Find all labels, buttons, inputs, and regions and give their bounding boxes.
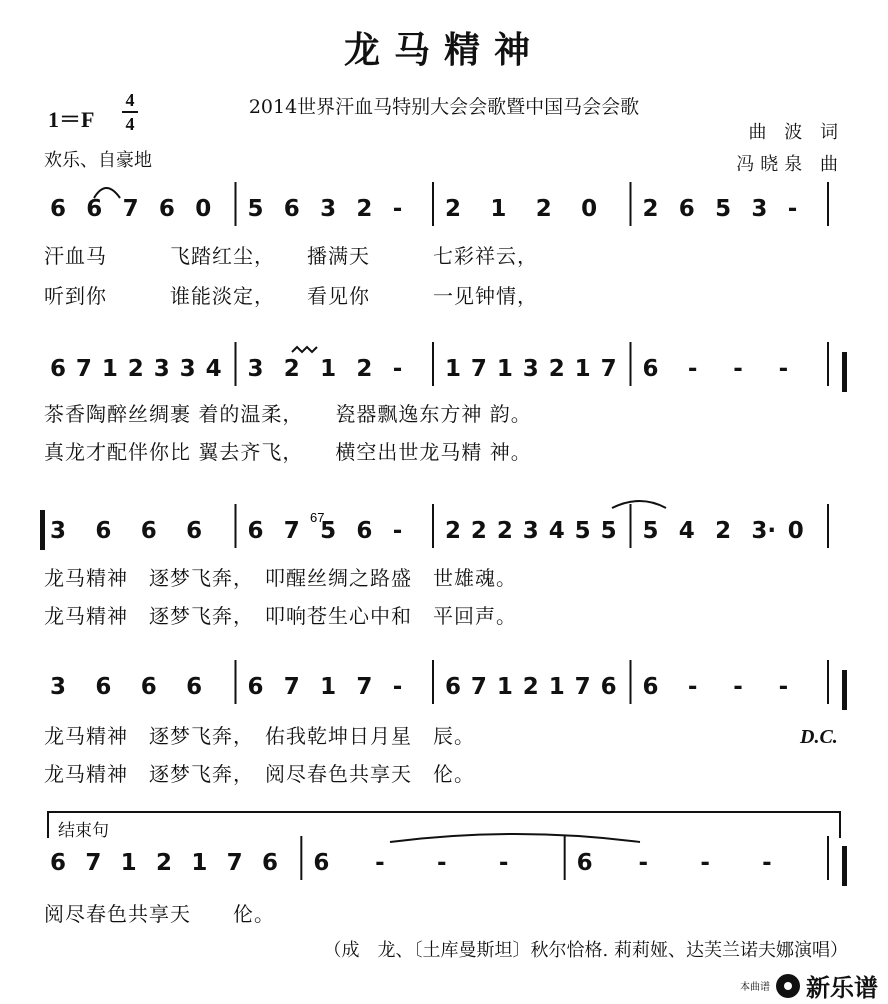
note: 6 [140,518,157,544]
note: 6 [283,196,300,222]
note: 2 [356,196,373,222]
note: 2 [496,518,513,544]
note: 3 [153,356,170,382]
repeat-start-bar [40,510,45,550]
tie-mark [94,188,120,198]
composer-credit: 冯晓泉 曲 [736,154,844,175]
note: 6 [642,674,659,700]
note: 7 [356,674,373,700]
note: 6 [262,850,279,876]
note: 6 [186,674,203,700]
note: - [375,850,385,876]
note: 1 [574,356,591,382]
note: 7 [574,674,591,700]
note: 1 [445,356,462,382]
note: 1 [101,356,118,382]
note: 6 [445,674,462,700]
note: 7 [283,518,300,544]
note: 0 [195,196,212,222]
note: 3 [522,356,539,382]
lyric-line: 龙马精神 逐梦飞奔， 叩醒丝绸之路盛 世雄魂。 [44,566,517,590]
note: 6 [600,674,617,700]
note: 7 [85,850,102,876]
note: 6 [642,356,659,382]
note: 2 [535,196,552,222]
note: 3 [50,518,67,544]
note: 7 [600,356,617,382]
note: 2 [445,518,462,544]
lyricist-credit: 曲 波 词 [748,122,844,143]
note: 0 [787,518,804,544]
note: 1 [191,850,208,876]
note: - [778,356,789,382]
note: - [700,850,710,876]
note: 3 [247,356,264,382]
key-signature: 1＝F [48,107,95,132]
note: 6 [186,518,203,544]
note: 5 [247,196,264,222]
note: - [498,850,509,876]
note: 3 [522,518,539,544]
note: 2 [156,850,173,876]
note: 4 [548,518,565,544]
note: 3 [751,196,768,222]
note: - [687,356,698,382]
note: 6 [50,196,67,222]
dc-marking: D.C. [800,726,838,748]
note: 6 [86,196,103,222]
note: 6 [50,850,67,876]
trill-mark [292,347,317,352]
note: 6 [678,196,695,222]
note: 6 [95,518,112,544]
note: - [778,674,789,700]
note: 3 [50,674,67,700]
note: - [392,518,403,544]
note: - [638,850,649,876]
note: 7 [122,196,139,222]
note: 2 [548,356,565,382]
note: 6 [247,518,264,544]
note: 5 [642,518,659,544]
time-sig-bottom: 4 [125,114,135,134]
performers-credit: （成 龙、〔土库曼斯坦〕秋尔恰格. 莉莉娅、达芙兰诺夫娜演唱） [323,940,848,961]
note: - [392,196,403,222]
note: 2 [445,196,462,222]
note: 1 [548,674,565,700]
note: - [787,196,798,222]
note: 2 [356,356,373,382]
note: 5 [320,518,337,544]
note: 2 [127,356,144,382]
note: 5 [600,518,617,544]
tie-mark [390,834,640,842]
note: 5 [574,518,591,544]
note: - [733,674,743,700]
note: 6 [140,674,157,700]
note: 1 [490,196,507,222]
note: 7 [226,850,243,876]
lyric-line: 真龙才配伴你比 翼去齐飞， 横空出世龙马精 神。 [44,440,532,464]
time-sig-top: 4 [125,90,135,110]
note: 6 [356,518,373,544]
note: 4 [205,356,222,382]
note: 1 [320,674,337,700]
note: 5 [715,196,732,222]
repeat-bar [842,352,847,392]
note: 2 [715,518,732,544]
lyric-line: 龙马精神 逐梦飞奔， 叩响苍生心中和 平回声。 [44,604,517,628]
lyric-line: 龙马精神 逐梦飞奔， 佑我乾坤日月星 辰。 [44,724,475,748]
note: 2 [522,674,539,700]
note: 1 [496,356,513,382]
note: - [687,674,698,700]
note: 3 [179,356,196,382]
grace-notes: 67 [310,510,325,525]
note: 6 [50,356,67,382]
repeat-bar [842,846,847,886]
note: 1 [496,674,513,700]
lyric-line: 汗血马 飞踏红尘， 播满天 七彩祥云， [44,244,538,268]
lyric-line: 阅尽春色共享天 伦。 [44,902,275,926]
ending-label: 结束句 [58,821,109,841]
note: - [437,850,447,876]
note: 6 [576,850,593,876]
note: 4 [678,518,695,544]
repeat-bar [842,670,847,710]
note: 7 [283,674,300,700]
lyric-line: 茶香陶醉丝绸裹 着的温柔， 瓷器飘逸东方神 韵。 [44,402,532,426]
note: - [392,356,403,382]
note: 6 [247,674,264,700]
lyric-line: 听到你 谁能淡定， 看见你 一见钟情， [44,284,538,308]
note: 1 [320,356,337,382]
note: 1 [120,850,137,876]
note: 2 [470,518,487,544]
note: 6 [158,196,175,222]
note: 0 [581,196,598,222]
note: 3· [751,518,777,544]
note: - [762,850,772,876]
note: - [392,674,403,700]
note: 7 [75,356,92,382]
tie-mark [612,501,666,508]
site-caption: 本曲谱 [740,982,770,993]
note: 6 [313,850,330,876]
note: 7 [470,674,487,700]
site-name: 新乐谱 [806,974,878,1002]
tempo-mood: 欢乐、自豪地 [44,150,152,171]
song-title: 龙马精神 [343,29,544,71]
note: 3 [320,196,337,222]
lyric-line: 龙马精神 逐梦飞奔， 阅尽春色共享天 伦。 [44,762,475,786]
note: 6 [95,674,112,700]
ending-bracket [48,812,840,838]
note: 2 [642,196,659,222]
note: - [733,356,743,382]
note: 7 [470,356,487,382]
subtitle: 2014世界汗血马特别大会会歌暨中国马会会歌 [248,96,640,118]
note: 2 [283,356,300,382]
